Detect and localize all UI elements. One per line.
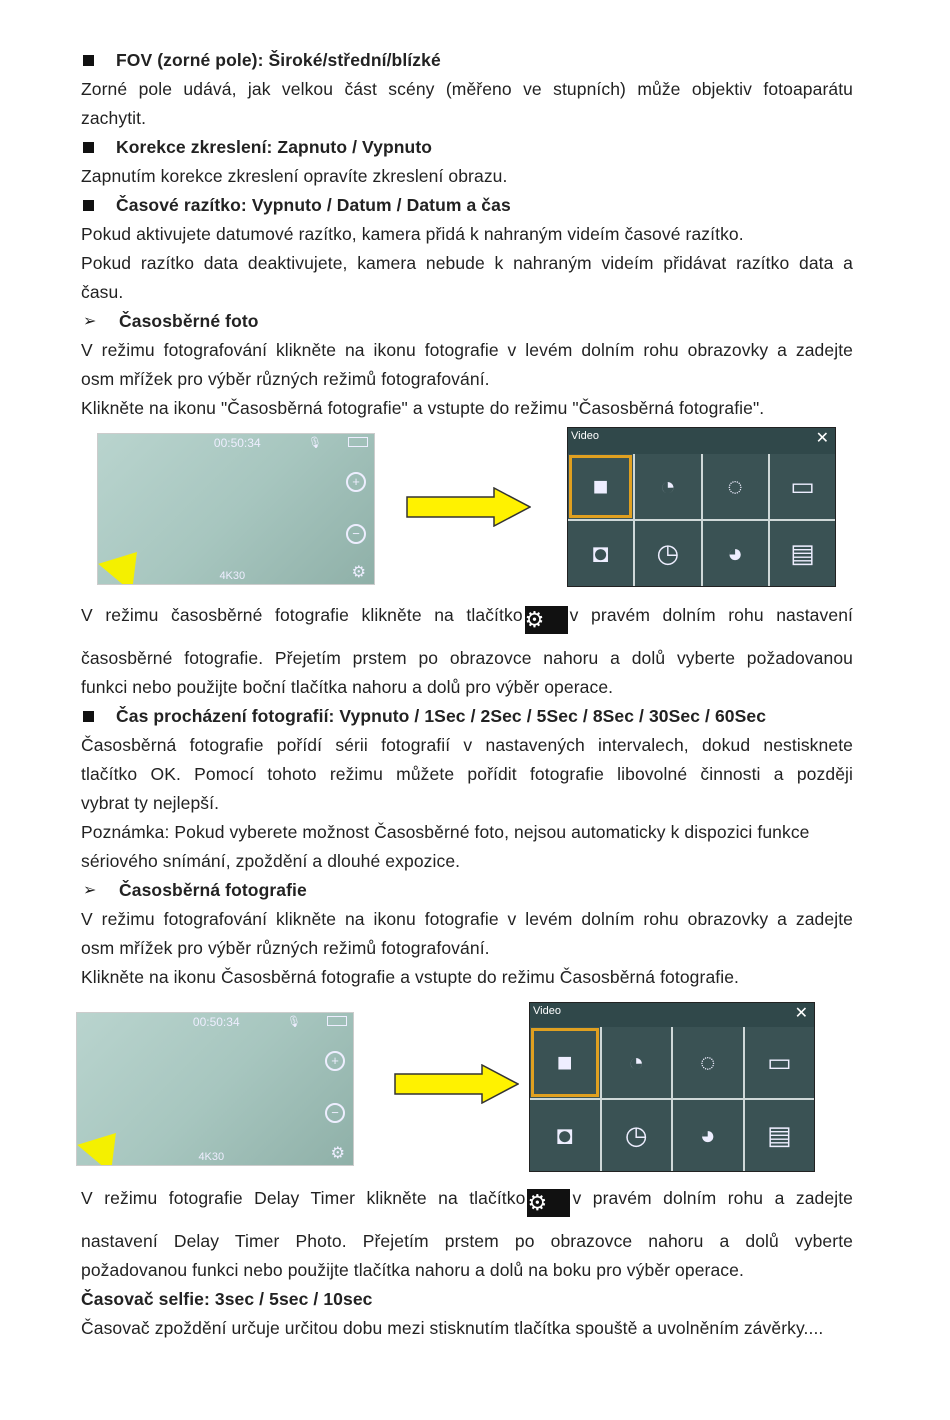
paragraph: Klikněte na ikonu Časosběrná fotografie a vstupte do režimu Časosběrná fotografie. [81,967,740,987]
fov-heading: FOV (zorné pole): Široké/střední/blízké [81,46,853,75]
photo-mode-icon: ◘ [530,1100,600,1171]
zoom-out-icon: − [346,524,366,544]
paragraph: Klikněte na ikonu "Časosběrná fotografie" a vstupte do režimu "Časosběrná fotografie". [81,398,765,418]
mode-grid [568,454,835,586]
gear-icon: ⚙ [330,1145,345,1162]
battery-icon [348,437,368,447]
camera-screen [97,433,375,585]
timestamp-heading: Časové razítko: Vypnuto / Datum / Datum a čas [81,191,853,220]
dashcam-icon: ▭ [745,1027,815,1098]
distortion-heading: Korekce zkreslení: Zapnuto / Vypnuto [81,133,853,162]
bullet-square-icon [83,142,94,153]
paragraph: V režimu fotografování klikněte na ikonu fotografie v levém dolním rohu obrazovky a zadejte [81,340,853,360]
video-mode-icon: ■ [568,454,633,519]
pointer-hand-icon [77,1119,133,1166]
zoom-out-icon: − [325,1103,345,1123]
paragraph: nastavení Delay Timer Photo. Přejetím prstem po obrazovce nahoru a dolů vyberte [81,1231,853,1251]
gear-icon: ⚙ [351,564,366,581]
burst-photo-icon: ▤ [745,1100,815,1171]
selfie-heading: Časovač selfie: 3sec / 5sec / 10sec [81,1289,373,1309]
video-mode-icon: ■ [530,1027,600,1098]
paragraph: Pokud razítko data deaktivujete, kamera nebude k nahraným videím přidávat razítko data a [81,253,853,273]
figure-2 [81,998,853,1178]
yellow-arrow-icon [394,1064,519,1104]
mic-icon: 🎙 [307,437,322,449]
camera-screen [76,1012,354,1166]
mode-grid [530,1027,814,1171]
gear-icon: ⚙ [527,1189,570,1217]
timer-photo-icon: ◕ [673,1100,743,1171]
gear-icon: ⚙ [525,606,568,634]
paragraph: Časosběrná fotografie pořídí sérii fotografií v nastavených intervalech, dokud nestisknete [81,735,853,755]
arrow-bullet-icon: ➢ [83,882,97,899]
dashcam-icon: ▭ [770,454,835,519]
recording-time: 00:50:34 [213,436,261,450]
close-icon: ✕ [815,430,829,447]
battery-icon [327,1016,347,1026]
photo-mode-icon: ◘ [568,521,633,586]
paragraph: tlačítko OK. Pomocí tohoto režimu můžete pořídit fotografie libovolné činnosti a později [81,764,853,784]
paragraph: Zorné pole udává, jak velkou část scény (měřeno ve stupních) může objektiv fotoaparátu [81,79,853,99]
paragraph: osm mřížek pro výběr různých režimů fotografování. [81,369,490,389]
timelapse-photo-heading: ➢ Časosběrné foto [81,307,853,336]
loop-video-icon: ◔ [602,1027,672,1098]
mode-panel [567,427,836,587]
paragraph: Časovač zpoždění určuje určitou dobu mezi stisknutím tlačítka spouště a uvolněním závěrky.... [81,1318,824,1338]
timelapse-video-icon: ◌ [703,454,768,519]
bullet-square-icon [83,711,94,722]
paragraph: Zapnutím korekce zkreslení opravíte zkreslení obrazu. [81,166,508,186]
interval-heading: Čas procházení fotografií: Vypnuto / 1Sec / 2Sec / 5Sec / 8Sec / 30Sec / 60Sec [81,702,853,731]
timelapse2-heading: ➢ Časosběrná fotografie [81,876,853,905]
figure-1 [81,429,853,599]
paragraph: Pokud aktivujete datumové razítko, kamera přidá k nahraným videím časové razítko. [81,224,744,244]
resolution-label: 4K30 [198,1151,225,1163]
panel-title: Video [533,1005,561,1017]
paragraph: sériového snímání, zpoždění a dlouhé expozice. [81,851,461,871]
zoom-in-icon: + [325,1051,345,1071]
paragraph: Poznámka: Pokud vyberete možnost Časosběrné foto, nejsou automaticky k dispozici funkce [81,822,810,842]
yellow-arrow-icon [406,487,531,527]
paragraph: požadovanou funkci nebo použijte tlačítka nahoru a dolů na boku pro výběr operace. [81,1260,744,1280]
document-page [81,46,853,1343]
paragraph: V režimu časosběrné fotografie klikněte na tlačítko⚙ v pravém dolním rohu nastavení [81,605,853,632]
paragraph: funkci nebo použijte boční tlačítka nahoru a dolů pro výběr operace. [81,677,614,697]
timelapse-video-icon: ◌ [673,1027,743,1098]
burst-photo-icon: ▤ [770,521,835,586]
zoom-in-icon: + [346,472,366,492]
mode-panel [529,1002,815,1172]
paragraph: V režimu fotografie Delay Timer klikněte na tlačítko⚙ v pravém dolním rohu a zadejte [81,1188,853,1215]
paragraph: časosběrné fotografie. Přejetím prstem po obrazovce nahoru a dolů vyberte požadovanou [81,648,853,668]
timelapse-photo-icon: ◷ [635,521,700,586]
timer-photo-icon: ◕ [703,521,768,586]
pointer-hand-icon [98,538,154,585]
loop-video-icon: ◔ [635,454,700,519]
paragraph: vybrat ty nejlepší. [81,793,220,813]
close-icon: ✕ [794,1005,808,1022]
paragraph: zachytit. [81,108,147,128]
paragraph: V režimu fotografování klikněte na ikonu fotografie v levém dolním rohu obrazovky a zadejte [81,909,853,929]
panel-title: Video [571,430,599,442]
mic-icon: 🎙 [286,1016,301,1028]
recording-time: 00:50:34 [192,1015,240,1029]
resolution-label: 4K30 [219,570,246,582]
bullet-square-icon [83,200,94,211]
arrow-bullet-icon: ➢ [83,313,97,330]
timelapse-photo-icon: ◷ [602,1100,672,1171]
bullet-square-icon [83,55,94,66]
paragraph: času. [81,282,124,302]
paragraph: osm mřížek pro výběr různých režimů fotografování. [81,938,490,958]
